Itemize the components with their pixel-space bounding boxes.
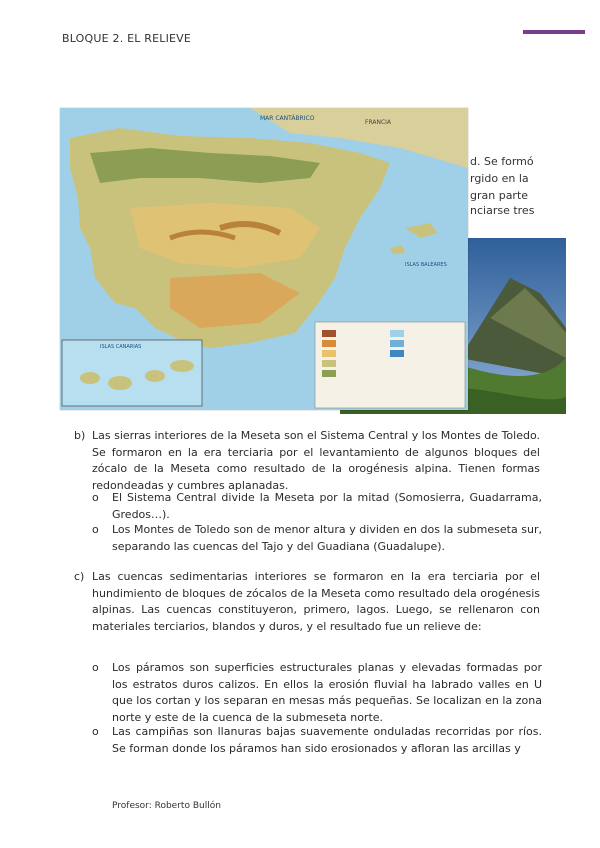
bullet-symbol: o: [92, 523, 99, 536]
page-header-title: BLOQUE 2. EL RELIEVE: [62, 32, 192, 45]
bullet-symbol: o: [92, 491, 99, 504]
map-label-country: FRANCIA: [365, 119, 392, 126]
partial-text-line: rgido en la: [470, 172, 529, 185]
relief-map-spain: [60, 108, 468, 410]
bullet-text: Los páramos son superficies estructurales planas y elevadas formadas por los estratos duros calizos. En ellos la erosión fluvial ha labrado valles en U que los cortan y los separan en mesas más pequeñas. Se localizan en la zona norte y este de la cuenca de la submeseta norte.: [112, 661, 542, 724]
map-label-canarias: ISLAS CANARIAS: [100, 344, 142, 350]
item-text: Las sierras interiores de la Meseta son el Sistema Central y los Montes de Toledo. Se formaron en la era terciaria por el levantamiento de algunos bloques del zócalo de la Meseta como resultado de la orogénesis alpina. Tienen formas redondeadas y cumbres aplanadas.: [92, 429, 540, 492]
bullet-text: Las campiñas son llanuras bajas suavemente onduladas recorridas por ríos. Se forman donde los páramos han sido erosionados y afloran las arcillas y: [112, 725, 542, 755]
partial-text-line: d. Se formó: [470, 155, 534, 168]
footer-author: Profesor: Roberto Bullón: [112, 801, 221, 811]
map-label-baleares: ISLAS BALEARES: [405, 262, 447, 268]
partial-text-line: gran parte: [470, 189, 529, 202]
bullet-symbol: o: [92, 725, 99, 738]
bullet-text: El Sistema Central divide la Meseta por la mitad (Somosierra, Guadarrama, Gredos…).: [112, 491, 542, 521]
bullet-item: [92, 660, 542, 726]
bullet-item: [92, 724, 542, 757]
list-item-b: [74, 428, 540, 494]
bullet-text: Los Montes de Toledo son de menor altura y dividen en dos la submeseta sur, separando las cuencas del Tajo y del Guadiana (Guadalupe).: [112, 523, 542, 553]
bullet-symbol: o: [92, 661, 99, 674]
map-label-sea: MAR CANTÁBRICO: [260, 115, 315, 122]
bullet-item: [92, 522, 542, 555]
bullet-item: [92, 490, 542, 523]
item-letter: b): [74, 429, 86, 442]
partial-text-line: nciarse tres: [470, 204, 535, 217]
list-item-c: [74, 569, 540, 635]
header-accent-bar: [523, 30, 585, 34]
item-text: Las cuencas sedimentarias interiores se formaron en la era terciaria por el hundimiento de bloques de zócalos de la Meseta como resultado dela orogénesis alpinas. Las cuencas constituyeron, primero, lagos. Luego, se rellenaron con materiales terciarios, blandos y duros, y el resultado fue un relieve de:: [92, 570, 540, 633]
item-letter: c): [74, 570, 85, 583]
